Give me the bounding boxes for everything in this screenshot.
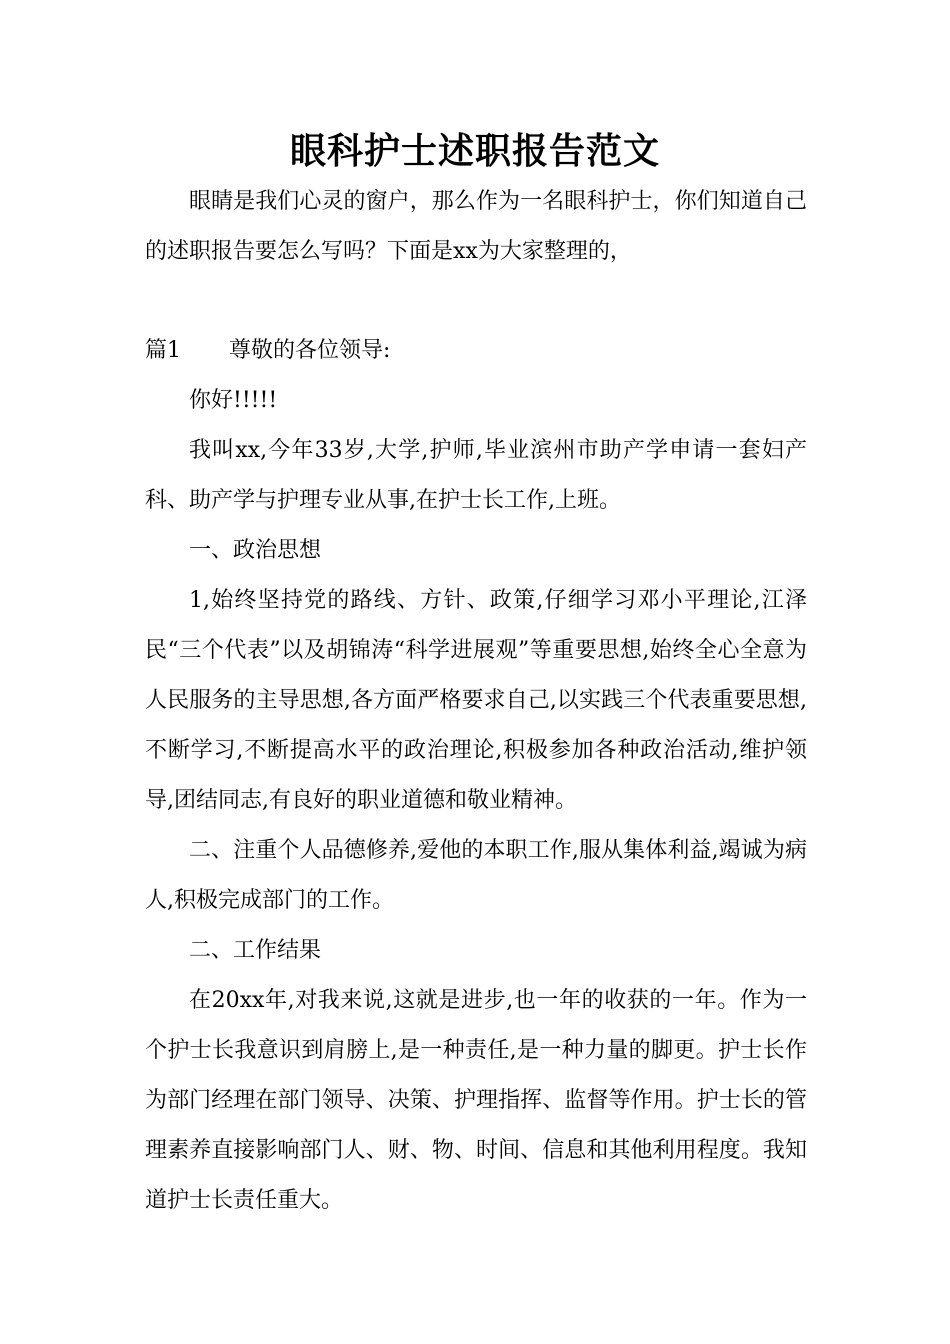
heading-political-thought: 一、政治思想: [189, 538, 322, 563]
salutation: 尊敬的各位领导:: [229, 338, 391, 363]
intro-paragraph: 眼睛是我们心灵的窗户，那么作为一名眼科护士，你们知道自己的述职报告要怎么写吗？下面是xx为大家整理的，: [145, 189, 807, 264]
intro-block: [145, 177, 807, 277]
heading-work-results: 二、工作结果: [189, 938, 322, 963]
section-heading: [145, 326, 807, 376]
paragraph-political-1: 1,始终坚持党的路线、方针、政策,仔细学习邓小平理论,江泽民“三个代表”以及胡锦涛“科学进展观”等重要思想,始终全心全意为人民服务的主导思想,各方面严格要求自己,以实践三个代表重要思想,不断学习,不断提高水平的政治理论,积极参加各种政治活动,维护领导,团结同志,有良好的职业道德和敬业精神。: [145, 588, 807, 813]
document-title: 眼科护士述职报告范文: [289, 131, 660, 172]
main-block: [145, 326, 807, 1226]
paragraph-greeting: 你好!!!!!: [189, 388, 278, 413]
paragraph-moral-cultivation: 二、注重个人品德修养,爱他的本职工作,服从集体利益,竭诚为病人,积极完成部门的工作。: [145, 838, 807, 913]
paragraph-self-intro: 我叫xx,今年33岁,大学,护师,毕业滨州市助产学申请一套妇产科、助产学与护理专业从事,在护士长工作,上班。: [145, 438, 807, 513]
section-label: 篇1: [145, 338, 181, 363]
paragraph-work-results: 在20xx年,对我来说,这就是进步,也一年的收获的一年。作为一个护士长我意识到肩膀上,是一种责任,是一种力量的脚更。护士长作为部门经理在部门领导、决策、护理指挥、监督等作用。护士长的管理素养直接影响部门人、财、物、时间、信息和其他利用程度。我知道护士长责任重大。: [145, 988, 807, 1213]
